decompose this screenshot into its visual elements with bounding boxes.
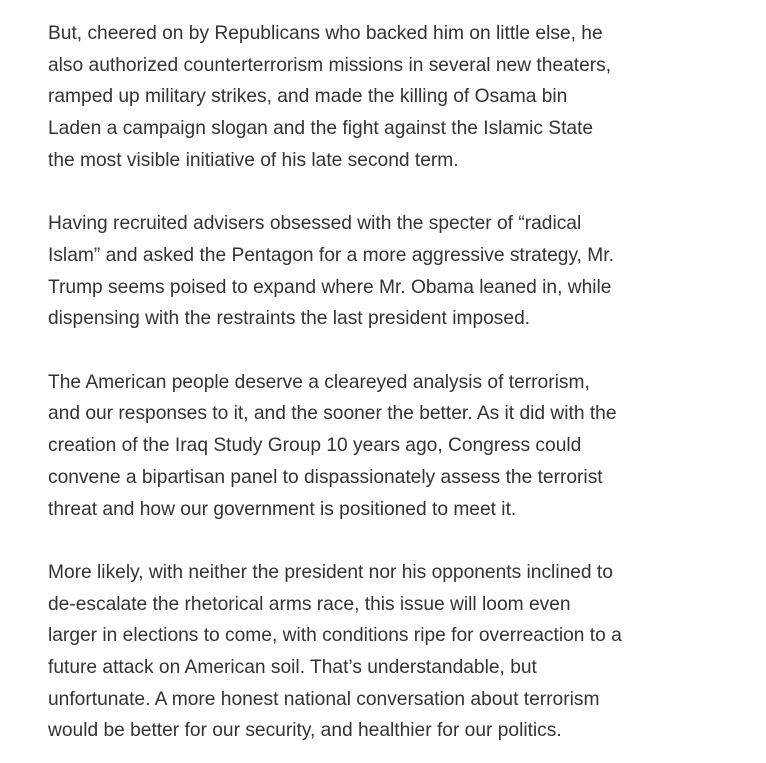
paragraph-2 [48,208,748,335]
text-line: More likely, with neither the president nor his opponents inclined to [48,561,613,583]
text-line: larger in elections to come, with conditions ripe for overreaction to a [48,625,622,647]
text-line: de-escalate the rhetorical arms race, this issue will loom even [48,593,571,615]
text-line: future attack on American soil. That’s understandable, but [48,657,537,679]
text-line: and our responses to it, and the sooner the better. As it did with the [48,403,617,425]
paragraph-3 [48,367,748,526]
paragraph-4 [48,557,748,747]
paragraph-1 [48,18,748,177]
text-line: dispensing with the restraints the last president imposed. [48,308,531,330]
text-line: would be better for our security, and healthier for our politics. [48,720,562,742]
text-line: the most visible initiative of his late second term. [48,149,459,171]
text-line: convene a bipartisan panel to dispassionately assess the terrorist [48,466,603,488]
text-line: Having recruited advisers obsessed with the specter of “radical [48,213,582,235]
text-line: Trump seems poised to expand where Mr. Obama leaned in, while [48,276,612,298]
text-line: unfortunate. A more honest national conversation about terrorism [48,688,600,710]
text-line: Laden a campaign slogan and the fight against the Islamic State [48,118,594,140]
text-line: threat and how our government is positioned to meet it. [48,498,517,520]
text-line: creation of the Iraq Study Group 10 years ago, Congress could [48,435,582,457]
text-line: also authorized counterterrorism missions in several new theaters, [48,54,612,76]
text-line: Islam” and asked the Pentagon for a more aggressive strategy, Mr. [48,244,614,266]
text-line: But, cheered on by Republicans who backed him on little else, he [48,23,603,44]
text-line: The American people deserve a cleareyed analysis of terrorism, [48,371,590,393]
text-line: ramped up military strikes, and made the killing of Osama bin [48,86,568,108]
article-body [48,18,748,747]
